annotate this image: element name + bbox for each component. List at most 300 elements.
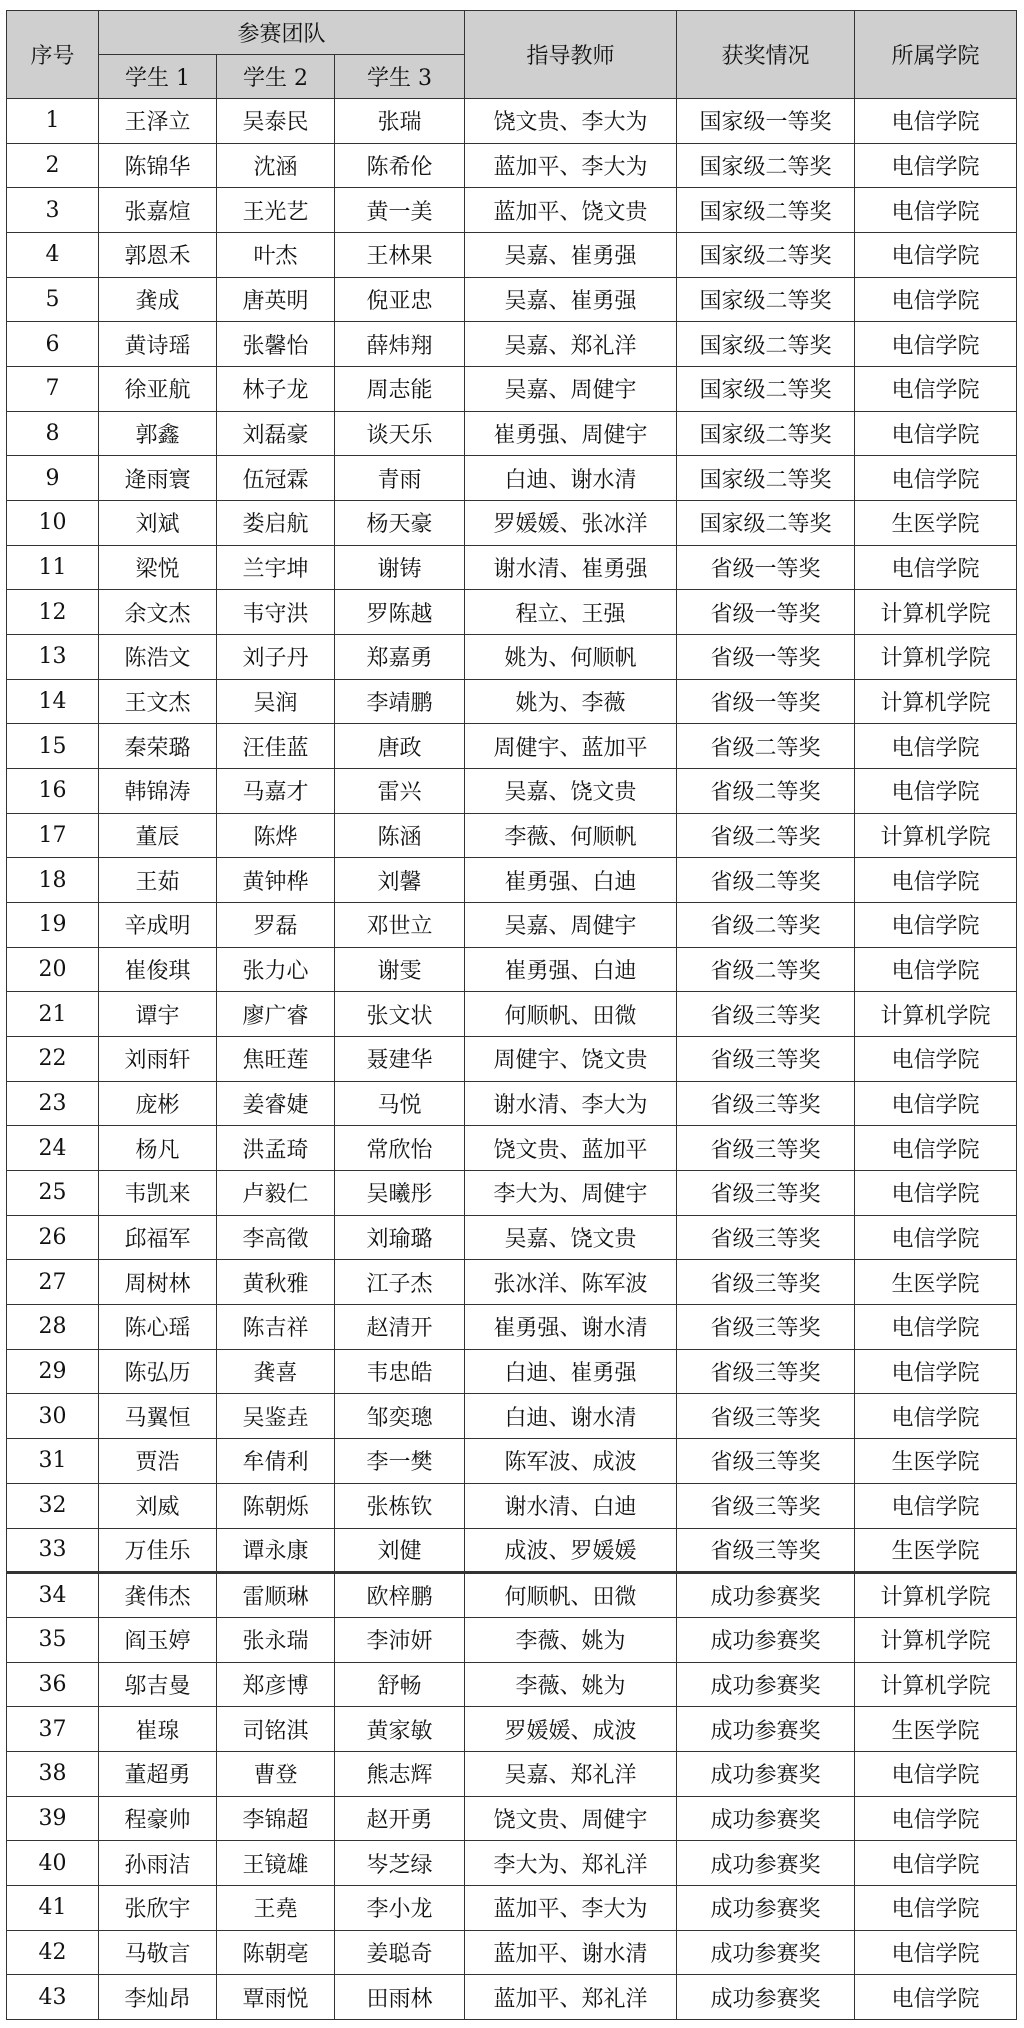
cell-award: 国家级二等奖 [677, 411, 855, 456]
cell-student-2: 廖广睿 [217, 992, 335, 1037]
table-row [7, 411, 1017, 456]
cell-student-1: 贾浩 [99, 1439, 217, 1484]
cell-award: 成功参赛奖 [677, 1751, 855, 1796]
cell-student-2: 雷顺琳 [217, 1573, 335, 1618]
cell-advisor: 吴嘉、崔勇强 [465, 233, 677, 278]
cell-student-2: 刘磊豪 [217, 411, 335, 456]
cell-college: 电信学院 [855, 1841, 1017, 1886]
cell-student-2: 张馨怡 [217, 322, 335, 367]
cell-student-3: 江子杰 [335, 1260, 465, 1305]
cell-college: 电信学院 [855, 1126, 1017, 1171]
cell-advisor: 白迪、谢水清 [465, 1394, 677, 1439]
cell-advisor: 饶文贵、李大为 [465, 99, 677, 144]
cell-award: 省级三等奖 [677, 1171, 855, 1216]
cell-index: 5 [7, 277, 99, 322]
cell-student-3: 谢雯 [335, 947, 465, 992]
cell-advisor: 谢水清、李大为 [465, 1081, 677, 1126]
cell-award: 省级二等奖 [677, 769, 855, 814]
cell-student-1: 马翼恒 [99, 1394, 217, 1439]
cell-advisor: 何顺帆、田微 [465, 1573, 677, 1618]
cell-student-3: 倪亚忠 [335, 277, 465, 322]
cell-index: 17 [7, 813, 99, 858]
cell-index: 40 [7, 1841, 99, 1886]
cell-index: 39 [7, 1796, 99, 1841]
cell-award: 成功参赛奖 [677, 1662, 855, 1707]
cell-advisor: 周健宇、蓝加平 [465, 724, 677, 769]
cell-student-3: 刘瑜璐 [335, 1215, 465, 1260]
cell-student-1: 陈浩文 [99, 635, 217, 680]
cell-student-2: 张力心 [217, 947, 335, 992]
cell-college: 电信学院 [855, 1483, 1017, 1528]
cell-student-1: 王泽立 [99, 99, 217, 144]
cell-student-2: 黄钟桦 [217, 858, 335, 903]
cell-advisor: 崔勇强、谢水清 [465, 1305, 677, 1350]
table-row [7, 1930, 1017, 1975]
cell-student-2: 陈朝烁 [217, 1483, 335, 1528]
cell-college: 计算机学院 [855, 1617, 1017, 1662]
cell-student-1: 万佳乐 [99, 1528, 217, 1573]
cell-advisor: 周健宇、饶文贵 [465, 1037, 677, 1082]
cell-award: 成功参赛奖 [677, 1885, 855, 1930]
cell-student-3: 刘馨 [335, 858, 465, 903]
cell-student-2: 司铭淇 [217, 1707, 335, 1752]
cell-student-2: 郑彦博 [217, 1662, 335, 1707]
cell-advisor: 崔勇强、白迪 [465, 858, 677, 903]
cell-award: 省级三等奖 [677, 1439, 855, 1484]
table-row [7, 1215, 1017, 1260]
table-row [7, 277, 1017, 322]
cell-index: 31 [7, 1439, 99, 1484]
cell-student-3: 陈涵 [335, 813, 465, 858]
cell-student-1: 秦荣璐 [99, 724, 217, 769]
cell-student-3: 吴曦彤 [335, 1171, 465, 1216]
cell-college: 电信学院 [855, 1751, 1017, 1796]
cell-student-1: 陈心瑶 [99, 1305, 217, 1350]
cell-student-2: 吴泰民 [217, 99, 335, 144]
cell-advisor: 程立、王强 [465, 590, 677, 635]
table-row [7, 143, 1017, 188]
cell-college: 电信学院 [855, 947, 1017, 992]
cell-college: 电信学院 [855, 1930, 1017, 1975]
cell-award: 省级二等奖 [677, 858, 855, 903]
cell-advisor: 吴嘉、周健宇 [465, 903, 677, 948]
cell-college: 计算机学院 [855, 992, 1017, 1037]
cell-student-2: 刘子丹 [217, 635, 335, 680]
cell-student-3: 张文状 [335, 992, 465, 1037]
cell-student-2: 吴鉴垚 [217, 1394, 335, 1439]
table-row [7, 1885, 1017, 1930]
cell-student-2: 谭永康 [217, 1528, 335, 1573]
cell-award: 国家级二等奖 [677, 367, 855, 412]
cell-index: 43 [7, 1975, 99, 2020]
cell-student-1: 逄雨寰 [99, 456, 217, 501]
table-row [7, 679, 1017, 724]
table-header [7, 11, 1017, 99]
cell-student-1: 韩锦涛 [99, 769, 217, 814]
cell-advisor: 白迪、谢水清 [465, 456, 677, 501]
cell-college: 生医学院 [855, 501, 1017, 546]
cell-advisor: 吴嘉、崔勇强 [465, 277, 677, 322]
cell-index: 10 [7, 501, 99, 546]
table-row [7, 1841, 1017, 1886]
cell-award: 省级三等奖 [677, 1215, 855, 1260]
cell-student-3: 李一樊 [335, 1439, 465, 1484]
cell-student-1: 董辰 [99, 813, 217, 858]
cell-college: 电信学院 [855, 1037, 1017, 1082]
cell-award: 省级二等奖 [677, 813, 855, 858]
cell-college: 电信学院 [855, 1975, 1017, 2020]
table-row [7, 1394, 1017, 1439]
cell-index: 21 [7, 992, 99, 1037]
cell-student-3: 青雨 [335, 456, 465, 501]
header-student-2: 学生 2 [217, 55, 335, 99]
cell-college: 电信学院 [855, 1171, 1017, 1216]
cell-advisor: 崔勇强、周健宇 [465, 411, 677, 456]
cell-student-3: 杨天豪 [335, 501, 465, 546]
cell-college: 电信学院 [855, 769, 1017, 814]
header-team: 参赛团队 [99, 11, 465, 55]
table-row [7, 903, 1017, 948]
cell-award: 省级三等奖 [677, 1081, 855, 1126]
cell-index: 42 [7, 1930, 99, 1975]
cell-college: 电信学院 [855, 1349, 1017, 1394]
cell-index: 4 [7, 233, 99, 278]
table-row [7, 947, 1017, 992]
cell-index: 26 [7, 1215, 99, 1260]
cell-award: 省级三等奖 [677, 992, 855, 1037]
table-row [7, 1081, 1017, 1126]
cell-student-2: 陈吉祥 [217, 1305, 335, 1350]
table-row [7, 456, 1017, 501]
cell-award: 省级三等奖 [677, 1260, 855, 1305]
cell-award: 国家级二等奖 [677, 277, 855, 322]
cell-student-1: 韦凯来 [99, 1171, 217, 1216]
cell-student-2: 覃雨悦 [217, 1975, 335, 2020]
cell-student-2: 焦旺莲 [217, 1037, 335, 1082]
table-row [7, 1260, 1017, 1305]
cell-student-1: 陈弘历 [99, 1349, 217, 1394]
cell-index: 12 [7, 590, 99, 635]
cell-index: 16 [7, 769, 99, 814]
cell-student-3: 黄家敏 [335, 1707, 465, 1752]
cell-college: 电信学院 [855, 858, 1017, 903]
cell-award: 省级三等奖 [677, 1037, 855, 1082]
table-row [7, 1528, 1017, 1573]
cell-student-2: 曹登 [217, 1751, 335, 1796]
cell-award: 省级二等奖 [677, 947, 855, 992]
cell-award: 成功参赛奖 [677, 1573, 855, 1618]
cell-student-1: 董超勇 [99, 1751, 217, 1796]
cell-college: 电信学院 [855, 277, 1017, 322]
cell-index: 19 [7, 903, 99, 948]
cell-student-2: 林子龙 [217, 367, 335, 412]
cell-student-2: 汪佳蓝 [217, 724, 335, 769]
cell-student-1: 余文杰 [99, 590, 217, 635]
cell-college: 生医学院 [855, 1260, 1017, 1305]
table-row [7, 367, 1017, 412]
cell-advisor: 张冰洋、陈军波 [465, 1260, 677, 1305]
cell-student-1: 李灿昂 [99, 1975, 217, 2020]
cell-student-3: 刘健 [335, 1528, 465, 1573]
table-row [7, 1483, 1017, 1528]
cell-college: 计算机学院 [855, 635, 1017, 680]
cell-index: 24 [7, 1126, 99, 1171]
cell-student-3: 唐政 [335, 724, 465, 769]
cell-advisor: 饶文贵、蓝加平 [465, 1126, 677, 1171]
cell-award: 国家级二等奖 [677, 501, 855, 546]
cell-student-1: 谭宇 [99, 992, 217, 1037]
table-row [7, 1349, 1017, 1394]
cell-student-1: 周树林 [99, 1260, 217, 1305]
cell-advisor: 李薇、姚为 [465, 1617, 677, 1662]
cell-advisor: 崔勇强、白迪 [465, 947, 677, 992]
cell-student-2: 吴润 [217, 679, 335, 724]
table-row [7, 1796, 1017, 1841]
cell-award: 省级三等奖 [677, 1305, 855, 1350]
cell-college: 电信学院 [855, 322, 1017, 367]
cell-award: 成功参赛奖 [677, 1707, 855, 1752]
cell-college: 电信学院 [855, 1394, 1017, 1439]
cell-award: 国家级二等奖 [677, 233, 855, 278]
cell-student-2: 叶杰 [217, 233, 335, 278]
cell-student-3: 邓世立 [335, 903, 465, 948]
cell-student-1: 刘雨轩 [99, 1037, 217, 1082]
cell-college: 电信学院 [855, 99, 1017, 144]
cell-student-3: 李沛妍 [335, 1617, 465, 1662]
cell-college: 电信学院 [855, 233, 1017, 278]
cell-advisor: 谢水清、崔勇强 [465, 545, 677, 590]
cell-student-1: 邬吉曼 [99, 1662, 217, 1707]
cell-advisor: 罗媛媛、成波 [465, 1707, 677, 1752]
table-row [7, 1171, 1017, 1216]
cell-advisor: 蓝加平、饶文贵 [465, 188, 677, 233]
cell-student-1: 郭恩禾 [99, 233, 217, 278]
cell-advisor: 何顺帆、田微 [465, 992, 677, 1037]
cell-advisor: 蓝加平、谢水清 [465, 1930, 677, 1975]
cell-student-2: 牟倩利 [217, 1439, 335, 1484]
table-body [7, 99, 1017, 2020]
cell-student-1: 崔俊琪 [99, 947, 217, 992]
cell-index: 36 [7, 1662, 99, 1707]
cell-student-3: 李小龙 [335, 1885, 465, 1930]
table-row [7, 322, 1017, 367]
cell-index: 25 [7, 1171, 99, 1216]
table-row [7, 99, 1017, 144]
header-student-1: 学生 1 [99, 55, 217, 99]
cell-student-2: 龚喜 [217, 1349, 335, 1394]
cell-index: 30 [7, 1394, 99, 1439]
cell-college: 生医学院 [855, 1707, 1017, 1752]
table-row [7, 635, 1017, 680]
cell-student-1: 陈锦华 [99, 143, 217, 188]
cell-advisor: 吴嘉、郑礼洋 [465, 322, 677, 367]
cell-student-1: 刘斌 [99, 501, 217, 546]
cell-award: 国家级二等奖 [677, 143, 855, 188]
table-row [7, 1305, 1017, 1350]
cell-student-2: 王镜雄 [217, 1841, 335, 1886]
cell-index: 29 [7, 1349, 99, 1394]
cell-student-1: 梁悦 [99, 545, 217, 590]
cell-college: 电信学院 [855, 143, 1017, 188]
cell-student-3: 赵开勇 [335, 1796, 465, 1841]
table-row [7, 1573, 1017, 1618]
cell-college: 计算机学院 [855, 679, 1017, 724]
cell-advisor: 李大为、周健宇 [465, 1171, 677, 1216]
table-row [7, 1037, 1017, 1082]
table-row [7, 724, 1017, 769]
table-row [7, 1617, 1017, 1662]
cell-student-1: 黄诗瑶 [99, 322, 217, 367]
cell-index: 22 [7, 1037, 99, 1082]
cell-index: 18 [7, 858, 99, 903]
cell-award: 省级三等奖 [677, 1483, 855, 1528]
cell-index: 14 [7, 679, 99, 724]
cell-college: 电信学院 [855, 367, 1017, 412]
cell-student-1: 张嘉煊 [99, 188, 217, 233]
table-row [7, 992, 1017, 1037]
cell-award: 省级一等奖 [677, 590, 855, 635]
cell-student-1: 阎玉婷 [99, 1617, 217, 1662]
cell-index: 37 [7, 1707, 99, 1752]
cell-student-3: 王林果 [335, 233, 465, 278]
cell-student-2: 沈涵 [217, 143, 335, 188]
cell-student-3: 马悦 [335, 1081, 465, 1126]
cell-student-3: 韦忠皓 [335, 1349, 465, 1394]
cell-student-3: 聂建华 [335, 1037, 465, 1082]
cell-student-2: 洪孟琦 [217, 1126, 335, 1171]
cell-student-1: 龚伟杰 [99, 1573, 217, 1618]
cell-college: 计算机学院 [855, 1662, 1017, 1707]
cell-student-2: 李锦超 [217, 1796, 335, 1841]
cell-advisor: 蓝加平、李大为 [465, 143, 677, 188]
cell-student-2: 王堯 [217, 1885, 335, 1930]
cell-index: 1 [7, 99, 99, 144]
cell-index: 2 [7, 143, 99, 188]
table-row [7, 545, 1017, 590]
cell-student-3: 张瑞 [335, 99, 465, 144]
cell-student-3: 赵清开 [335, 1305, 465, 1350]
cell-college: 计算机学院 [855, 1573, 1017, 1618]
cell-advisor: 姚为、李薇 [465, 679, 677, 724]
cell-student-2: 伍冠霖 [217, 456, 335, 501]
cell-student-3: 陈希伦 [335, 143, 465, 188]
cell-advisor: 蓝加平、李大为 [465, 1885, 677, 1930]
cell-award: 省级一等奖 [677, 545, 855, 590]
table-row [7, 813, 1017, 858]
cell-student-1: 杨凡 [99, 1126, 217, 1171]
cell-college: 电信学院 [855, 724, 1017, 769]
cell-advisor: 蓝加平、郑礼洋 [465, 1975, 677, 2020]
cell-student-2: 黄秋雅 [217, 1260, 335, 1305]
cell-index: 35 [7, 1617, 99, 1662]
table-row [7, 1662, 1017, 1707]
cell-award: 省级三等奖 [677, 1528, 855, 1573]
cell-student-3: 周志能 [335, 367, 465, 412]
cell-student-2: 卢毅仁 [217, 1171, 335, 1216]
cell-college: 电信学院 [855, 456, 1017, 501]
cell-student-1: 王茹 [99, 858, 217, 903]
cell-index: 28 [7, 1305, 99, 1350]
cell-index: 34 [7, 1573, 99, 1618]
cell-student-1: 孙雨洁 [99, 1841, 217, 1886]
cell-advisor: 李薇、姚为 [465, 1662, 677, 1707]
header-index: 序号 [7, 11, 99, 99]
cell-index: 7 [7, 367, 99, 412]
cell-college: 生医学院 [855, 1528, 1017, 1573]
header-advisor: 指导教师 [465, 11, 677, 99]
cell-award: 国家级二等奖 [677, 456, 855, 501]
cell-index: 3 [7, 188, 99, 233]
cell-advisor: 罗媛媛、张冰洋 [465, 501, 677, 546]
table-row [7, 188, 1017, 233]
cell-student-2: 陈烨 [217, 813, 335, 858]
cell-student-3: 雷兴 [335, 769, 465, 814]
cell-college: 计算机学院 [855, 590, 1017, 635]
cell-college: 电信学院 [855, 1305, 1017, 1350]
cell-advisor: 白迪、崔勇强 [465, 1349, 677, 1394]
cell-award: 省级一等奖 [677, 679, 855, 724]
cell-college: 电信学院 [855, 1885, 1017, 1930]
cell-index: 11 [7, 545, 99, 590]
cell-student-3: 舒畅 [335, 1662, 465, 1707]
header-college: 所属学院 [855, 11, 1017, 99]
cell-index: 27 [7, 1260, 99, 1305]
cell-student-3: 张栋钦 [335, 1483, 465, 1528]
cell-student-1: 王文杰 [99, 679, 217, 724]
cell-student-3: 姜聪奇 [335, 1930, 465, 1975]
cell-college: 计算机学院 [855, 813, 1017, 858]
table-row [7, 1439, 1017, 1484]
cell-advisor: 李大为、郑礼洋 [465, 1841, 677, 1886]
table-row [7, 1707, 1017, 1752]
cell-advisor: 姚为、何顺帆 [465, 635, 677, 680]
cell-advisor: 陈军波、成波 [465, 1439, 677, 1484]
header-student-3: 学生 3 [335, 55, 465, 99]
table-row [7, 233, 1017, 278]
table-row [7, 769, 1017, 814]
cell-award: 省级三等奖 [677, 1394, 855, 1439]
cell-index: 20 [7, 947, 99, 992]
table-row [7, 1975, 1017, 2020]
cell-index: 41 [7, 1885, 99, 1930]
cell-student-3: 熊志辉 [335, 1751, 465, 1796]
cell-student-3: 常欣怡 [335, 1126, 465, 1171]
cell-advisor: 李薇、何顺帆 [465, 813, 677, 858]
cell-index: 33 [7, 1528, 99, 1573]
cell-student-1: 张欣宇 [99, 1885, 217, 1930]
cell-student-1: 龚成 [99, 277, 217, 322]
cell-student-2: 唐英明 [217, 277, 335, 322]
cell-student-3: 谢铸 [335, 545, 465, 590]
cell-college: 电信学院 [855, 545, 1017, 590]
cell-college: 电信学院 [855, 903, 1017, 948]
cell-advisor: 吴嘉、饶文贵 [465, 1215, 677, 1260]
cell-advisor: 吴嘉、郑礼洋 [465, 1751, 677, 1796]
cell-advisor: 饶文贵、周健宇 [465, 1796, 677, 1841]
cell-student-2: 姜睿婕 [217, 1081, 335, 1126]
cell-college: 电信学院 [855, 188, 1017, 233]
cell-student-3: 谈天乐 [335, 411, 465, 456]
cell-student-1: 庞彬 [99, 1081, 217, 1126]
cell-award: 成功参赛奖 [677, 1617, 855, 1662]
cell-student-2: 娄启航 [217, 501, 335, 546]
cell-college: 电信学院 [855, 1215, 1017, 1260]
cell-advisor: 成波、罗媛媛 [465, 1528, 677, 1573]
cell-index: 13 [7, 635, 99, 680]
cell-student-2: 张永瑞 [217, 1617, 335, 1662]
cell-student-2: 罗磊 [217, 903, 335, 948]
cell-college: 生医学院 [855, 1439, 1017, 1484]
